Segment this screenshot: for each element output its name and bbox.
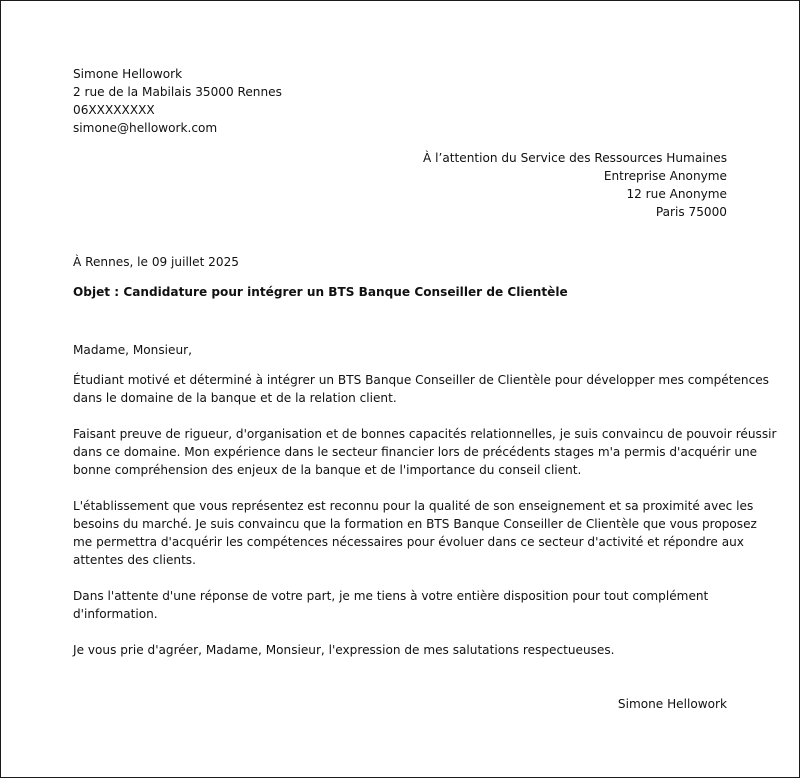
sender-email: simone@hellowork.com bbox=[73, 121, 218, 135]
body-paragraph-4 bbox=[73, 587, 733, 623]
paragraph-line: L'établissement que vous représentez est reconnu pour la qualité de son enseignement et sa proximité avec les bbox=[73, 499, 754, 513]
body-paragraph-3 bbox=[73, 497, 757, 569]
paragraph-line: besoins du marché. Je suis convaincu que la formation en BTS Banque Conseiller de Clientèle que vous proposez bbox=[73, 517, 757, 531]
signature: Simone Hellowork bbox=[617, 697, 727, 711]
paragraph-line: attentes des clients. bbox=[73, 553, 196, 567]
salutation: Madame, Monsieur, bbox=[73, 343, 192, 357]
recipient-street: 12 rue Anonyme bbox=[626, 187, 727, 201]
body-paragraph-5 bbox=[73, 641, 733, 659]
paragraph-line: d'information. bbox=[73, 607, 158, 621]
paragraph-line: Je vous prie d'agréer, Madame, Monsieur, l'expression de mes salutations respectueuses. bbox=[73, 643, 615, 657]
paragraph-line: bonne compréhension des enjeux de la banque et de l'importance du conseil client. bbox=[73, 463, 582, 477]
paragraph-line: Faisant preuve de rigueur, d'organisation et de bonnes capacités relationnelles, je suis convaincu de pouvoir réussir bbox=[73, 427, 777, 441]
paragraph-line: Dans l'attente d'une réponse de votre part, je me tiens à votre entière disposition pour tout complément bbox=[73, 589, 709, 603]
recipient-city: Paris 75000 bbox=[655, 205, 727, 219]
recipient-company: Entreprise Anonyme bbox=[603, 169, 727, 183]
paragraph-line: me permettra d'acquérir les compétences nécessaires pour évoluer dans ce secteur d'activité et répondre aux bbox=[73, 535, 744, 549]
body-paragraph-2 bbox=[73, 425, 777, 479]
paragraph-line: dans le domaine de la banque et de la relation client. bbox=[73, 391, 397, 405]
sender-name: Simone Hellowork bbox=[73, 67, 183, 81]
recipient-attention: À l’attention du Service des Ressources Humaines bbox=[423, 151, 727, 165]
date-line: À Rennes, le 09 juillet 2025 bbox=[73, 255, 239, 269]
paragraph-line: Étudiant motivé et déterminé à intégrer un BTS Banque Conseiller de Clientèle pour développer mes compétences bbox=[73, 373, 769, 387]
subject-line: Objet : Candidature pour intégrer un BTS Banque Conseiller de Clientèle bbox=[73, 285, 568, 299]
paragraph-line: dans ce domaine. Mon expérience dans le secteur financier lors de précédents stages m'a permis d'acquérir une bbox=[73, 445, 758, 459]
sender-address: 2 rue de la Mabilais 35000 Rennes bbox=[73, 85, 282, 99]
sender-phone: 06XXXXXXXX bbox=[73, 103, 155, 117]
body-paragraph-1 bbox=[73, 371, 769, 407]
